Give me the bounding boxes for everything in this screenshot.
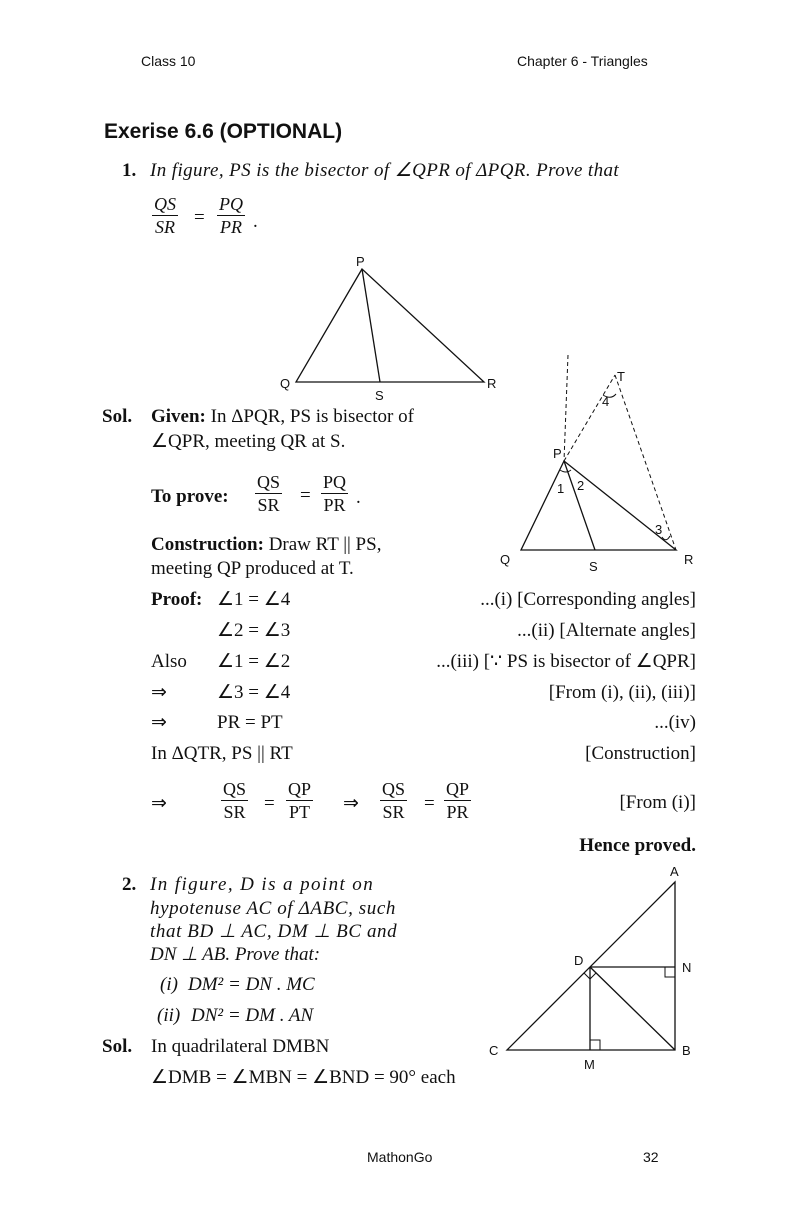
part-label: (i) bbox=[160, 974, 178, 995]
right-triangle-figure bbox=[484, 862, 704, 1077]
label-m: M bbox=[584, 1057, 595, 1072]
question-number: 1. bbox=[122, 160, 137, 181]
proof-statement: ∠1 = ∠4 bbox=[217, 589, 291, 610]
label-q: Q bbox=[280, 376, 291, 391]
header-chapter: Chapter 6 - Triangles bbox=[517, 53, 648, 69]
exercise-title: Exerise 6.6 (OPTIONAL) bbox=[104, 120, 343, 143]
footer-brand: MathonGo bbox=[367, 1149, 433, 1165]
part-i-statement: DM² = DN . MC bbox=[188, 974, 315, 995]
angle-mark-p bbox=[560, 470, 571, 472]
hence-proved: Hence proved. bbox=[579, 835, 696, 856]
construction-figure bbox=[495, 350, 700, 580]
label-b: B bbox=[682, 1043, 691, 1058]
label-r-2: R bbox=[684, 552, 694, 567]
right-angle-n bbox=[665, 967, 675, 977]
equals-sign: = bbox=[300, 485, 311, 506]
sol-label: Sol. bbox=[102, 1036, 133, 1057]
given-line bbox=[151, 405, 414, 429]
equals-sign: = bbox=[194, 207, 205, 228]
fraction-numerator: PQ bbox=[219, 194, 243, 214]
fraction-denominator: PR bbox=[220, 217, 242, 237]
angle-label-1: 1 bbox=[557, 481, 565, 496]
question-line: that BD ⊥ AC, DM ⊥ BC and bbox=[150, 921, 398, 942]
question-text: In figure, PS is the bisector of ∠QPR of ΔPQR. Prove that bbox=[150, 160, 620, 181]
label-s: S bbox=[375, 388, 384, 403]
fraction-denominator: PR bbox=[323, 495, 346, 515]
label-s-2: S bbox=[589, 559, 598, 574]
given-label: Given: bbox=[151, 406, 206, 427]
label-r: R bbox=[487, 376, 497, 391]
implies-symbol: ⇒ bbox=[151, 793, 167, 814]
label-d: D bbox=[574, 953, 584, 968]
proof-reason: ...(i) [Corresponding angles] bbox=[480, 589, 696, 610]
period: . bbox=[253, 211, 258, 232]
qtr-reason: [Construction] bbox=[585, 743, 696, 764]
fraction-qs-sr bbox=[221, 778, 248, 823]
proof-statement: PR = PT bbox=[217, 712, 283, 733]
given-text-2: ∠QPR, meeting QR at S. bbox=[151, 431, 346, 452]
label-t: T bbox=[617, 369, 625, 384]
proof-reason: ...(iii) [∵ PS is bisector of ∠QPR] bbox=[436, 651, 696, 672]
construction-text: Draw RT || PS, bbox=[268, 534, 382, 555]
fraction-numerator: QS bbox=[382, 779, 406, 799]
triangle-pqr bbox=[296, 269, 484, 382]
angle-label-4: 4 bbox=[602, 394, 610, 409]
to-prove-label: To prove: bbox=[151, 486, 229, 507]
equals-sign: = bbox=[424, 793, 435, 814]
sol2-line-2: ∠DMB = ∠MBN = ∠BND = 90° each bbox=[151, 1067, 456, 1088]
fraction-denominator: SR bbox=[155, 217, 175, 237]
label-a: A bbox=[670, 864, 679, 879]
label-p: P bbox=[356, 254, 365, 269]
proof-lead: ⇒ bbox=[151, 712, 167, 733]
label-q-2: Q bbox=[500, 552, 511, 567]
fraction-denominator: PT bbox=[289, 802, 311, 822]
proof-statement: ∠2 = ∠3 bbox=[217, 620, 291, 641]
proof-lead: ⇒ bbox=[151, 682, 167, 703]
fraction-numerator: PQ bbox=[323, 472, 347, 492]
proof-reason: ...(ii) [Alternate angles] bbox=[517, 620, 696, 641]
bisector-ps-2 bbox=[564, 461, 595, 550]
fraction-numerator: QS bbox=[154, 194, 176, 214]
question-number: 2. bbox=[122, 874, 137, 895]
fraction-numerator: QP bbox=[446, 779, 470, 799]
proof-statement: ∠1 = ∠2 bbox=[217, 651, 291, 672]
label-p-2: P bbox=[553, 446, 562, 461]
label-c: C bbox=[489, 1043, 499, 1058]
produced-line-qp bbox=[564, 355, 568, 461]
question-line: DN ⊥ AB. Prove that: bbox=[150, 944, 321, 965]
fraction-pq-pr bbox=[217, 193, 245, 238]
implies-symbol: ⇒ bbox=[343, 793, 359, 814]
construction-line bbox=[151, 533, 381, 557]
given-text: In ΔPQR, PS is bisector of bbox=[210, 406, 414, 427]
fraction-qp-pr bbox=[444, 778, 471, 823]
fraction-qp-pt bbox=[286, 778, 313, 823]
part-ii-statement: DN² = DM . AN bbox=[191, 1005, 314, 1026]
part-label: (ii) bbox=[157, 1005, 181, 1026]
proof-label: Proof: bbox=[151, 589, 203, 610]
triangle-pqr-2 bbox=[521, 461, 676, 550]
to-prove-fraction-2 bbox=[321, 471, 348, 516]
page-number: 32 bbox=[643, 1149, 659, 1165]
proof-statement: ∠3 = ∠4 bbox=[217, 682, 291, 703]
sol-label: Sol. bbox=[102, 406, 133, 427]
label-n: N bbox=[682, 960, 692, 975]
fraction-denominator: SR bbox=[382, 802, 405, 822]
sol2-line-1: In quadrilateral DMBN bbox=[151, 1036, 330, 1057]
proof-reason: [From (i), (ii), (iii)] bbox=[548, 682, 696, 703]
question-line: In figure, D is a point on bbox=[150, 874, 375, 895]
final-reason: [From (i)] bbox=[619, 792, 696, 813]
period: . bbox=[356, 487, 361, 508]
right-angle-m bbox=[590, 1040, 600, 1050]
fraction-qs-sr bbox=[380, 778, 407, 823]
fraction-numerator: QP bbox=[288, 779, 312, 799]
angle-label-3: 3 bbox=[655, 522, 663, 537]
to-prove-fraction-1 bbox=[255, 471, 282, 516]
construction-text-2: meeting QP produced at T. bbox=[151, 558, 354, 579]
fraction-numerator: QS bbox=[257, 472, 281, 492]
proof-lead: Also bbox=[151, 651, 187, 672]
fraction-numerator: QS bbox=[223, 779, 247, 799]
line-rt bbox=[615, 375, 676, 550]
angle-label-2: 2 bbox=[577, 478, 585, 493]
fraction-denominator: SR bbox=[257, 495, 280, 515]
qtr-statement: In ΔQTR, PS || RT bbox=[151, 743, 293, 764]
question-line: hypotenuse AC of ΔABC, such bbox=[150, 898, 396, 919]
bisector-ps bbox=[362, 269, 380, 382]
segment-bd bbox=[590, 967, 675, 1050]
line-pt bbox=[564, 375, 615, 461]
fraction-qs-sr bbox=[152, 193, 178, 238]
equals-sign: = bbox=[264, 793, 275, 814]
fraction-denominator: PR bbox=[446, 802, 469, 822]
fraction-denominator: SR bbox=[223, 802, 246, 822]
proof-reason: ...(iv) bbox=[654, 712, 696, 733]
construction-label: Construction: bbox=[151, 534, 264, 555]
triangle-pqr-figure bbox=[270, 250, 510, 405]
header-class: Class 10 bbox=[141, 53, 196, 69]
